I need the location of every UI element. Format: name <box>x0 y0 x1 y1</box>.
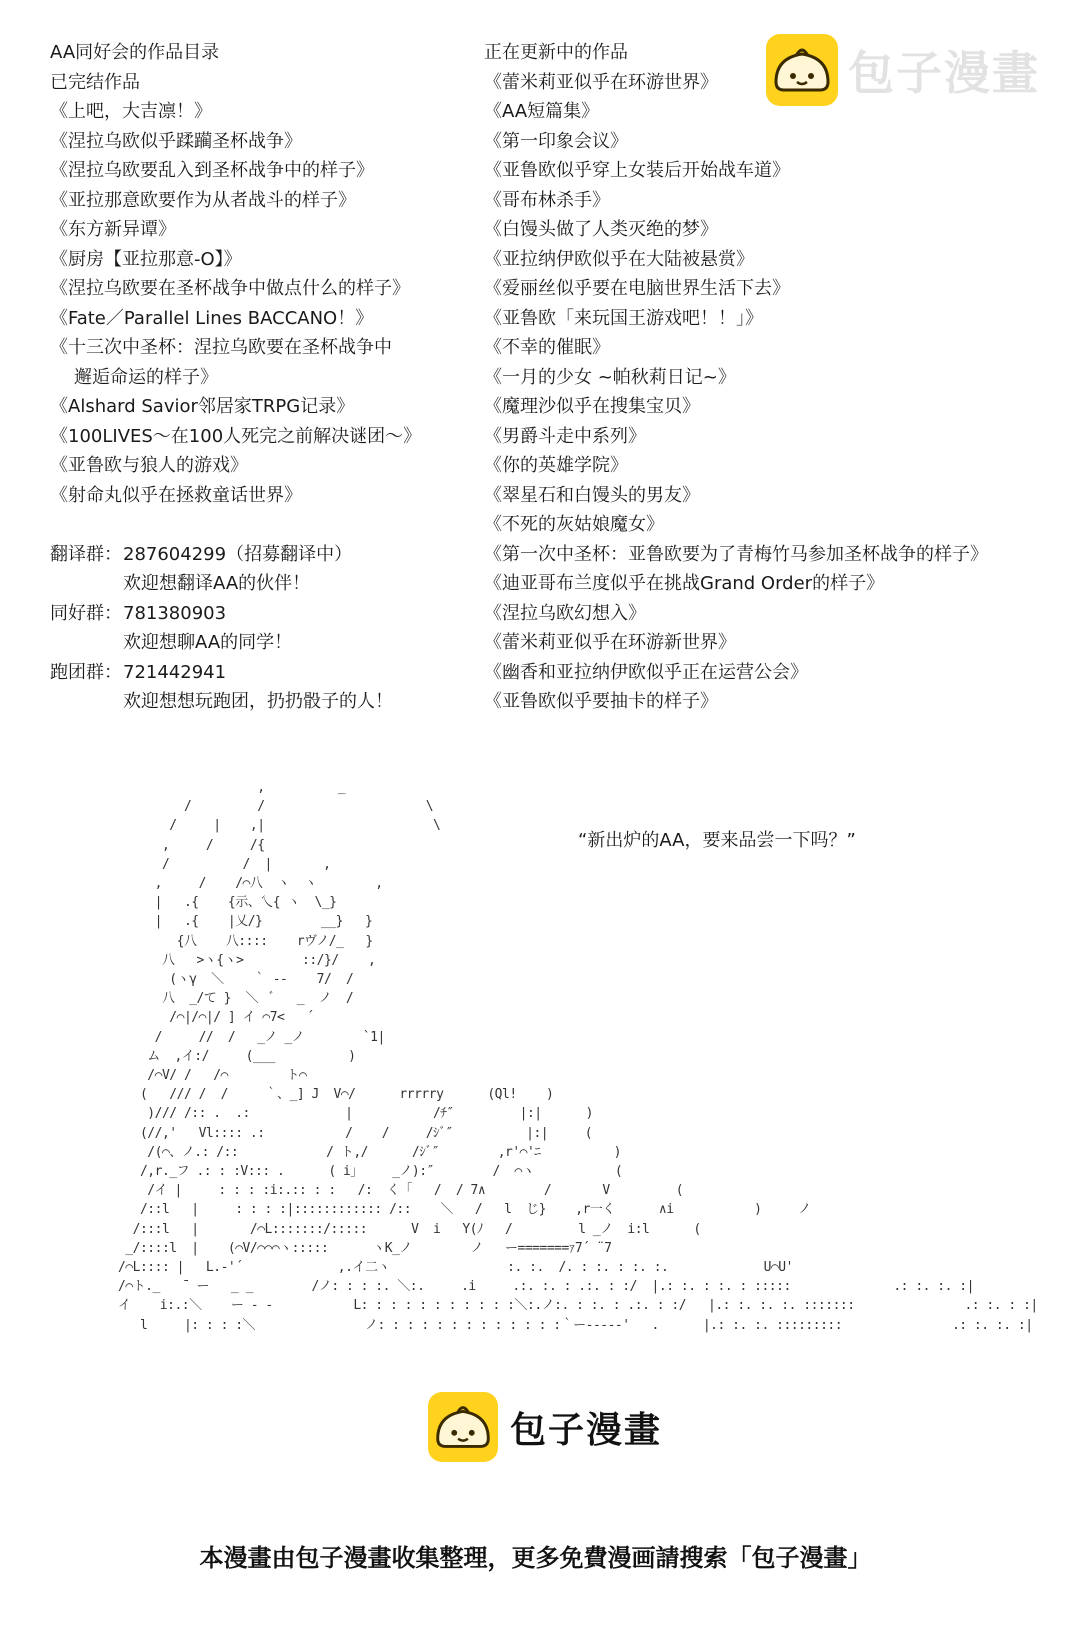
list-item: 《迪亚哥布兰度似乎在挑战Grand Order的样子》 <box>484 573 885 594</box>
list-item: 《亚鲁欧「来玩国王游戏吧！！」》 <box>484 307 763 329</box>
list-item: 《亚拉纳伊欧似乎在大陆被悬赏》 <box>484 248 754 270</box>
list-item: 《涅拉乌欧要在圣杯战争中做点什么的样子》 <box>50 278 410 299</box>
footer-notice: 本漫畫由包子漫畫收集整理，更多免費漫画請搜索「包子漫畫」 <box>199 1544 872 1572</box>
translate-group-note: 欢迎想翻译AA的伙伴！ <box>123 573 311 594</box>
list-item: 《东方新异谭》 <box>50 219 176 240</box>
list-item: 《不幸的催眠》 <box>484 337 610 358</box>
list-item: 《蕾米莉亚似乎在环游新世界》 <box>484 632 736 653</box>
trpg-group-label: 跑团群： <box>50 661 122 683</box>
list-item: 《100LIVES～在100人死完之前解决谜团～》 <box>50 425 422 447</box>
list-item: 《第一印象会议》 <box>484 130 628 152</box>
list-item: 《Fate／Parallel Lines BACCANO！》 <box>50 307 374 329</box>
list-item: 《Alshard Savior邻居家TRPG记录》 <box>50 396 355 417</box>
ascii-art: , _ / / \ / | ,| \ , / /{ / / | , , / /⌒八 ヽ ヽ , | .{ {示、乀{ ヽ \_} | .{ |乂/} __} } {八 八:::: rヴノ/_ } 八 >ヽ{ヽ> ::/}/ , (ヽγ ＼ ｀ -- 7/ / 八 _/て } ＼ ﾞ _ ノ / /⌒|/⌒|/ ] イ ⌒7< ´ / // / _ノ _ノ `1| ム ,イ:/ (___ ) /⌒V/ / /⌒ ト⌒ ( /// / / ｀、_] J V⌒/ rrrrry (Ql! ) )/// /:: . .: | /ﾁ″ |:| ) (//,' Vl:::: .: / / /ｼﾞ″ |:| ( /(⌒、ノ.: /:: / ト,/ /ｼﾞ″ ,r'⌒'ﾆ ) /,r._フ .: : :V::: . ( i」 _ノ):″ / ⌒ヽ ( /イ | : : : :i:.:: : : /: く「 / / 7∧ / V ( /::l | : : : :|:::::::::::: /:: ＼ / l じ} ,r一く ∧i ) ノ /:::l | /⌒L:::::::/::::: V i Y(ﾉ / l _ノ i:l ( _/::::l | (⌒V/⌒⌒⌒ヽ::::: ヽK_ノ ノ ー=======ｧ7´ ¨7 /⌒L:::: | L.-'´ ,.イ二ヽ :. :. /. : :. : :. :. U⌒U' /⌒ト._ ̄ ー _ _ /ノ: : : :. ＼:. .i .:. :. : .:. : :/ |.: :. : :. : ::::: .: :. :. :| イ i:.:＼ ー ‐ ‐ L: : : : : : : : : : :＼:.ノ:. : :. : .:. : :/ |.: :. :. :. ::::::: .: :. : :| l |: : : :＼ ノ: : : : : : : : : : : : :｀ー----‐' . |.: :. :. ::::::::: .: :. :. :| <box>118 780 1038 1333</box>
watermark-top <box>766 34 1040 106</box>
fans-group-number: 781380903 <box>123 602 227 624</box>
list-item: 《魔理沙似乎在搜集宝贝》 <box>484 396 700 417</box>
list-item: 《厨房【亚拉那意-O】》 <box>50 248 242 270</box>
fans-group-row <box>50 599 421 629</box>
left-column <box>50 38 421 717</box>
list-item: 《爱丽丝似乎要在电脑世界生活下去》 <box>484 278 790 299</box>
bun-logo-icon <box>766 34 838 106</box>
translate-group-row <box>50 540 421 570</box>
trpg-group-number: 721442941 <box>123 661 227 683</box>
list-item: 《上吧，大吉凛！》 <box>50 101 212 122</box>
list-item: 《你的英雄学院》 <box>484 455 628 476</box>
spacer <box>50 510 421 540</box>
list-item: 《亚拉那意欧要作为从者战斗的样子》 <box>50 189 356 211</box>
list-item: 《亚鲁欧与狼人的游戏》 <box>50 455 248 476</box>
list-item: 《射命丸似乎在拯救童话世界》 <box>50 484 302 506</box>
bun-logo-icon <box>428 1392 498 1462</box>
list-item: 《不死的灰姑娘魔女》 <box>484 514 664 535</box>
list-item: 《亚鲁欧似乎穿上女装后开始战车道》 <box>484 160 790 181</box>
trpg-group-row <box>50 658 421 688</box>
updating-heading: 正在更新中的作品 <box>484 42 628 63</box>
speech-quote: “新出炉的AA，要来品尝一下吗？” <box>578 830 856 851</box>
list-item: 《男爵斗走中系列》 <box>484 425 646 447</box>
list-item: 《十三次中圣杯：涅拉乌欧要在圣杯战争中 <box>50 337 392 358</box>
list-item: 《涅拉乌欧似乎蹂躏圣杯战争》 <box>50 130 302 152</box>
list-item: 《白馒头做了人类灭绝的梦》 <box>484 219 718 240</box>
completed-heading: 已完结作品 <box>50 71 140 93</box>
list-item: 《涅拉乌欧幻想入》 <box>484 602 646 624</box>
watermark-bottom-text: 包子漫畫 <box>510 1409 663 1451</box>
list-item: 《AA短篇集》 <box>484 101 600 122</box>
fans-group-note: 欢迎想聊AA的同学！ <box>123 632 293 653</box>
catalog-heading: AA同好会的作品目录 <box>50 42 220 63</box>
list-item-continuation: 邂逅命运的样子》 <box>74 366 218 388</box>
list-item: 《亚鲁欧似乎要抽卡的样子》 <box>484 691 718 712</box>
list-item: 《幽香和亚拉纳伊欧似乎正在运营公会》 <box>484 661 808 683</box>
list-item: 《翠星石和白馒头的男友》 <box>484 484 700 506</box>
list-item: 《一月的少女 ~帕秋莉日记~》 <box>484 366 736 388</box>
fans-group-label: 同好群： <box>50 602 122 624</box>
right-column <box>484 38 988 717</box>
list-item: 《蕾米莉亚似乎在环游世界》 <box>484 71 718 93</box>
watermark-bottom <box>428 1392 662 1462</box>
translate-group-number: 287604299（招募翻译中） <box>123 543 353 565</box>
list-item: 《第一次中圣杯：亚鲁欧要为了青梅竹马参加圣杯战争的样子》 <box>484 543 988 565</box>
translate-group-label: 翻译群： <box>50 543 122 565</box>
list-item: 《涅拉乌欧要乱入到圣杯战争中的样子》 <box>50 160 374 181</box>
list-item: 《哥布林杀手》 <box>484 189 610 211</box>
watermark-top-text: 包子漫畫 <box>848 46 1040 100</box>
trpg-group-note: 欢迎想想玩跑团，扔扔骰子的人！ <box>123 691 393 712</box>
